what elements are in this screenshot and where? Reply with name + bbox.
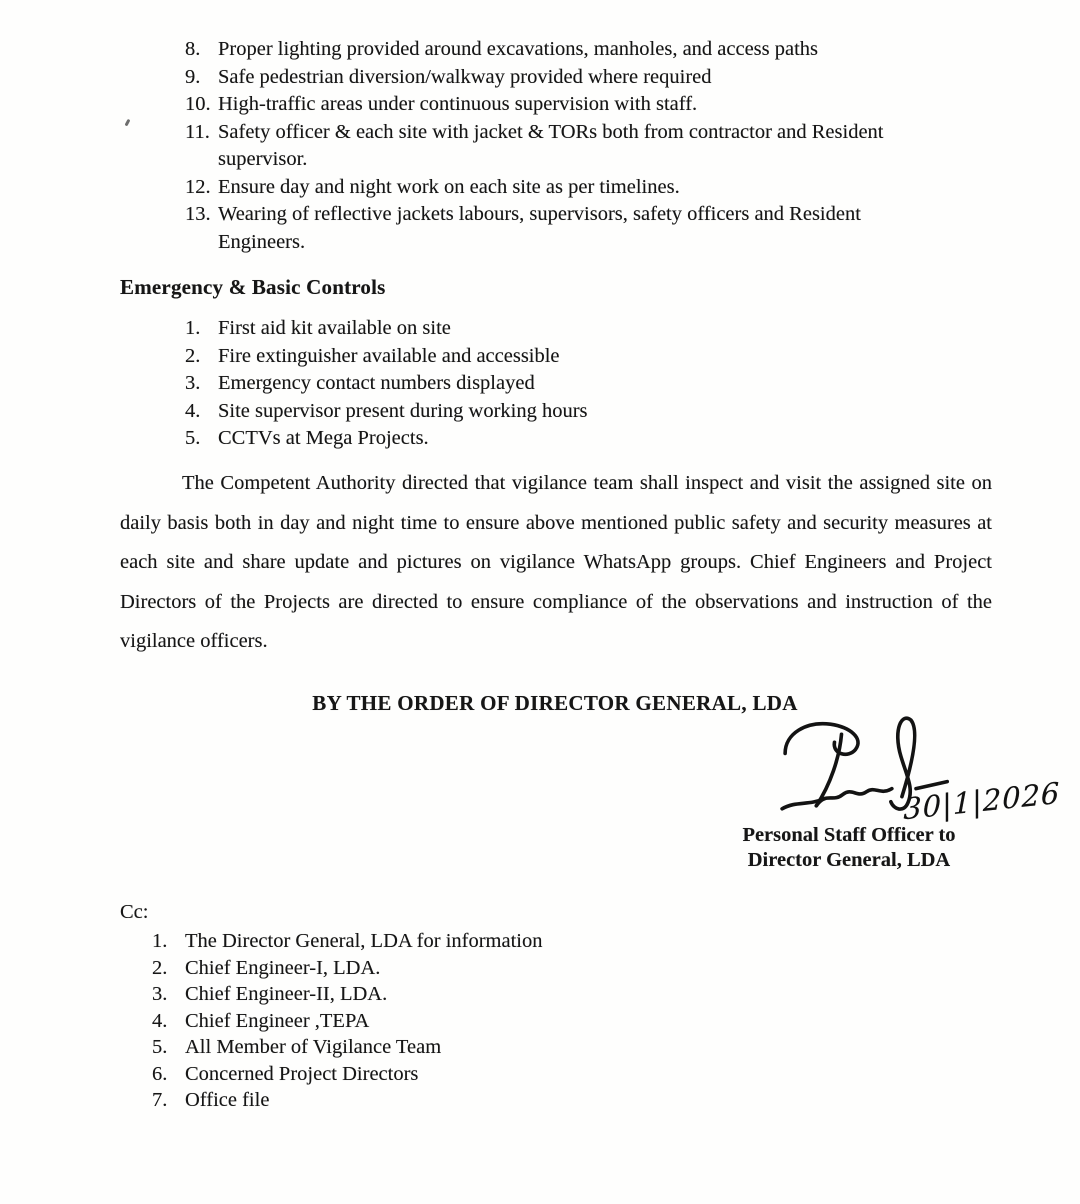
- list-item-text: Fire extinguisher available and accessible: [218, 344, 560, 367]
- list-item-text: Wearing of reflective jackets labours, supervisors, safety officers and Resident Engineers.: [218, 203, 861, 253]
- list-item: [185, 425, 934, 453]
- list-item: [152, 1061, 805, 1088]
- list-item-number: 9.: [185, 65, 201, 88]
- list-item-text: Chief Engineer-II, LDA.: [185, 983, 388, 1005]
- list-item-number: 2.: [185, 344, 201, 367]
- list-item-text: Emergency contact numbers displayed: [218, 372, 535, 394]
- order-line: BY THE ORDER OF DIRECTOR GENERAL, LDA: [312, 691, 798, 715]
- list-item-number: 13.: [185, 203, 211, 225]
- directive-paragraph: The Competent Authority directed that vigilance team shall inspect and visit the assigned site on daily basis both in day and night time to ensure above mentioned public safety and security measures at each site and share update and pictures on vigilance WhatsApp groups. Chief Engineers and Project Directors of the Projects are directed to ensure compliance of the observations and instruction of the vigilance officers.: [120, 472, 992, 652]
- list-item-number: 12.: [185, 175, 211, 198]
- list-item-number: 3.: [152, 983, 168, 1005]
- list-item-number: 10.: [185, 93, 211, 115]
- list-item-text: Concerned Project Directors: [185, 1062, 419, 1085]
- list-item: [152, 1087, 805, 1114]
- list-item-number: 5.: [185, 427, 201, 449]
- list-item-number: 11.: [185, 120, 210, 143]
- scan-speck: [125, 119, 130, 126]
- list-item-text: Safety officer & each site with jacket & TORs both from contractor and Resident supervisor.: [218, 120, 884, 170]
- list-item-text: CCTVs at Mega Projects.: [218, 427, 429, 449]
- signatory-title: [731, 823, 967, 872]
- list-item-text: Safe pedestrian diversion/walkway provided where required: [218, 65, 712, 88]
- emergency-controls-heading: Emergency & Basic Controls: [120, 275, 386, 299]
- list-item-number: 1.: [185, 317, 201, 339]
- list-item: [185, 36, 934, 64]
- list-item-number: 7.: [152, 1089, 168, 1111]
- list-item-number: 6.: [152, 1062, 168, 1085]
- signatory-title-line2: Director General, LDA: [747, 848, 951, 871]
- list-item: [152, 955, 805, 982]
- signatory-title-line1: Personal Staff Officer to: [742, 824, 956, 846]
- list-item-number: 2.: [152, 956, 168, 979]
- list-item: [185, 64, 934, 92]
- list-item-text: All Member of Vigilance Team: [185, 1036, 442, 1058]
- list-item: [185, 174, 934, 202]
- list-item-text: First aid kit available on site: [218, 317, 451, 339]
- signature-date: 30|1|2026: [903, 775, 1061, 827]
- list-item: [152, 1008, 805, 1035]
- list-item-text: Chief Engineer ,TEPA: [185, 1009, 370, 1032]
- list-item-number: 4.: [152, 1009, 168, 1032]
- emergency-controls-list: [185, 315, 934, 453]
- list-item: [185, 398, 934, 426]
- list-item-number: 5.: [152, 1036, 168, 1058]
- list-item-number: 3.: [185, 372, 201, 394]
- list-item: [185, 119, 934, 174]
- list-item-text: The Director General, LDA for information: [185, 930, 543, 952]
- list-item: [185, 370, 934, 398]
- list-item-text: Office file: [185, 1089, 270, 1111]
- list-item: [185, 201, 934, 256]
- list-item: [185, 315, 934, 343]
- list-item-number: 8.: [185, 38, 201, 60]
- list-item-text: Chief Engineer-I, LDA.: [185, 956, 381, 979]
- cc-label: Cc:: [120, 901, 149, 923]
- list-item: [152, 928, 805, 955]
- list-item: [152, 1034, 805, 1061]
- list-item: [185, 343, 934, 371]
- list-item-text: Ensure day and night work on each site as per timelines.: [218, 175, 680, 198]
- list-item-number: 1.: [152, 930, 168, 952]
- list-item-text: High-traffic areas under continuous supervision with staff.: [218, 93, 698, 115]
- cc-list: [152, 928, 805, 1114]
- list-item-text: Site supervisor present during working hours: [218, 399, 588, 422]
- list-item: [152, 981, 805, 1008]
- list-item: [185, 91, 934, 119]
- list-item-text: Proper lighting provided around excavations, manholes, and access paths: [218, 38, 819, 60]
- safety-measures-list: [185, 36, 934, 256]
- list-item-number: 4.: [185, 399, 201, 422]
